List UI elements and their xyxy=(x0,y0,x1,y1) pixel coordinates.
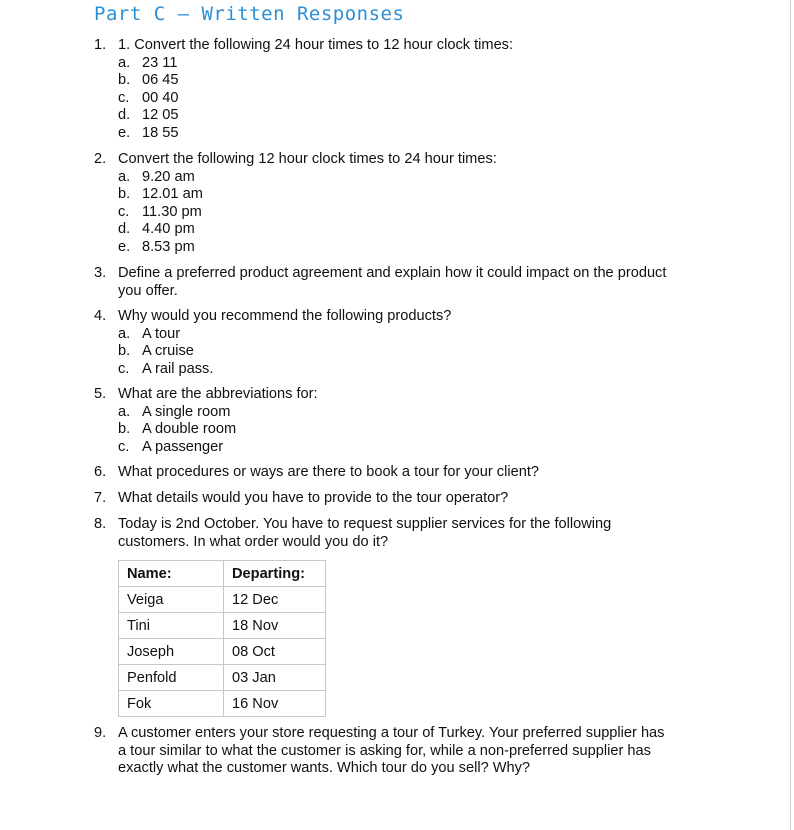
sub-item: b. A cruise xyxy=(118,343,194,360)
cell-name: Fok xyxy=(119,691,224,717)
table-row xyxy=(119,665,326,691)
sub-item: d. 12 05 xyxy=(118,107,179,124)
cell-departing: 03 Jan xyxy=(224,665,326,691)
question-number: 4. xyxy=(94,308,107,324)
table-row xyxy=(119,639,326,665)
question-4 xyxy=(94,308,714,378)
question-7 xyxy=(94,490,714,508)
cell-name: Penfold xyxy=(119,665,224,691)
question-5 xyxy=(94,386,714,456)
table-row xyxy=(119,613,326,639)
question-1 xyxy=(94,37,714,143)
question-text-line: Define a preferred product agreement and explain how it could impact on the product xyxy=(118,265,667,281)
page-edge xyxy=(790,0,791,830)
column-header-name: Name: xyxy=(119,561,224,587)
question-2 xyxy=(94,151,714,257)
question-text: What are the abbreviations for: xyxy=(118,386,318,402)
cell-departing: 08 Oct xyxy=(224,639,326,665)
sub-item: b. 06 45 xyxy=(118,72,179,89)
sub-item: a. 23 11 xyxy=(118,54,178,71)
sub-item: c. 11.30 pm xyxy=(118,203,202,220)
table-row xyxy=(119,587,326,613)
question-text-line: a tour similar to what the customer is asking for, while a non-preferred supplier has xyxy=(118,742,651,759)
sub-item: a. A single room xyxy=(118,403,231,420)
question-text-line: A customer enters your store requesting a tour of Turkey. Your preferred supplier has xyxy=(118,725,665,741)
question-text: Why would you recommend the following products? xyxy=(118,308,452,324)
sub-item: a. A tour xyxy=(118,325,181,342)
table-header-row xyxy=(119,561,326,587)
question-text: Convert the following 12 hour clock times to 24 hour times: xyxy=(118,151,497,167)
sub-item: d. 4.40 pm xyxy=(118,221,195,238)
section-title: Part C – Written Responses xyxy=(94,3,405,25)
question-number: 7. xyxy=(94,490,107,506)
sub-item: b. A double room xyxy=(118,421,237,438)
question-number: 5. xyxy=(94,386,107,402)
question-number: 8. xyxy=(94,516,107,532)
column-header-departing: Departing: xyxy=(224,561,326,587)
question-text-line: you offer. xyxy=(118,282,178,299)
question-9 xyxy=(94,725,734,778)
question-text: What procedures or ways are there to book a tour for your client? xyxy=(118,464,539,480)
cell-name: Joseph xyxy=(119,639,224,665)
question-number: 9. xyxy=(94,725,107,741)
question-text-line: customers. In what order would you do it? xyxy=(118,533,389,550)
question-text-line: exactly what the customer wants. Which tour do you sell? Why? xyxy=(118,760,531,777)
sub-item: e. 18 55 xyxy=(118,124,179,141)
sub-item: c. A passenger xyxy=(118,438,224,455)
cell-departing: 12 Dec xyxy=(224,587,326,613)
question-8 xyxy=(94,516,714,551)
sub-item: c. A rail pass. xyxy=(118,360,214,377)
question-text-line: Today is 2nd October. You have to request supplier services for the following xyxy=(118,516,612,532)
question-number: 2. xyxy=(94,151,107,167)
question-3 xyxy=(94,265,734,300)
question-number: 3. xyxy=(94,265,107,281)
question-text: What details would you have to provide to the tour operator? xyxy=(118,490,509,506)
cell-departing: 18 Nov xyxy=(224,613,326,639)
table-row xyxy=(119,691,326,717)
question-6 xyxy=(94,464,714,482)
cell-name: Tini xyxy=(119,613,224,639)
sub-item: b. 12.01 am xyxy=(118,186,203,203)
cell-departing: 16 Nov xyxy=(224,691,326,717)
sub-item: e. 8.53 pm xyxy=(118,238,195,255)
question-number: 1. xyxy=(94,37,107,53)
sub-item: c. 00 40 xyxy=(118,89,179,106)
customer-departure-table xyxy=(118,560,326,717)
question-text: 1. Convert the following 24 hour times to 12 hour clock times: xyxy=(118,37,514,53)
sub-item: a. 9.20 am xyxy=(118,168,195,185)
question-number: 6. xyxy=(94,464,107,480)
cell-name: Veiga xyxy=(119,587,224,613)
